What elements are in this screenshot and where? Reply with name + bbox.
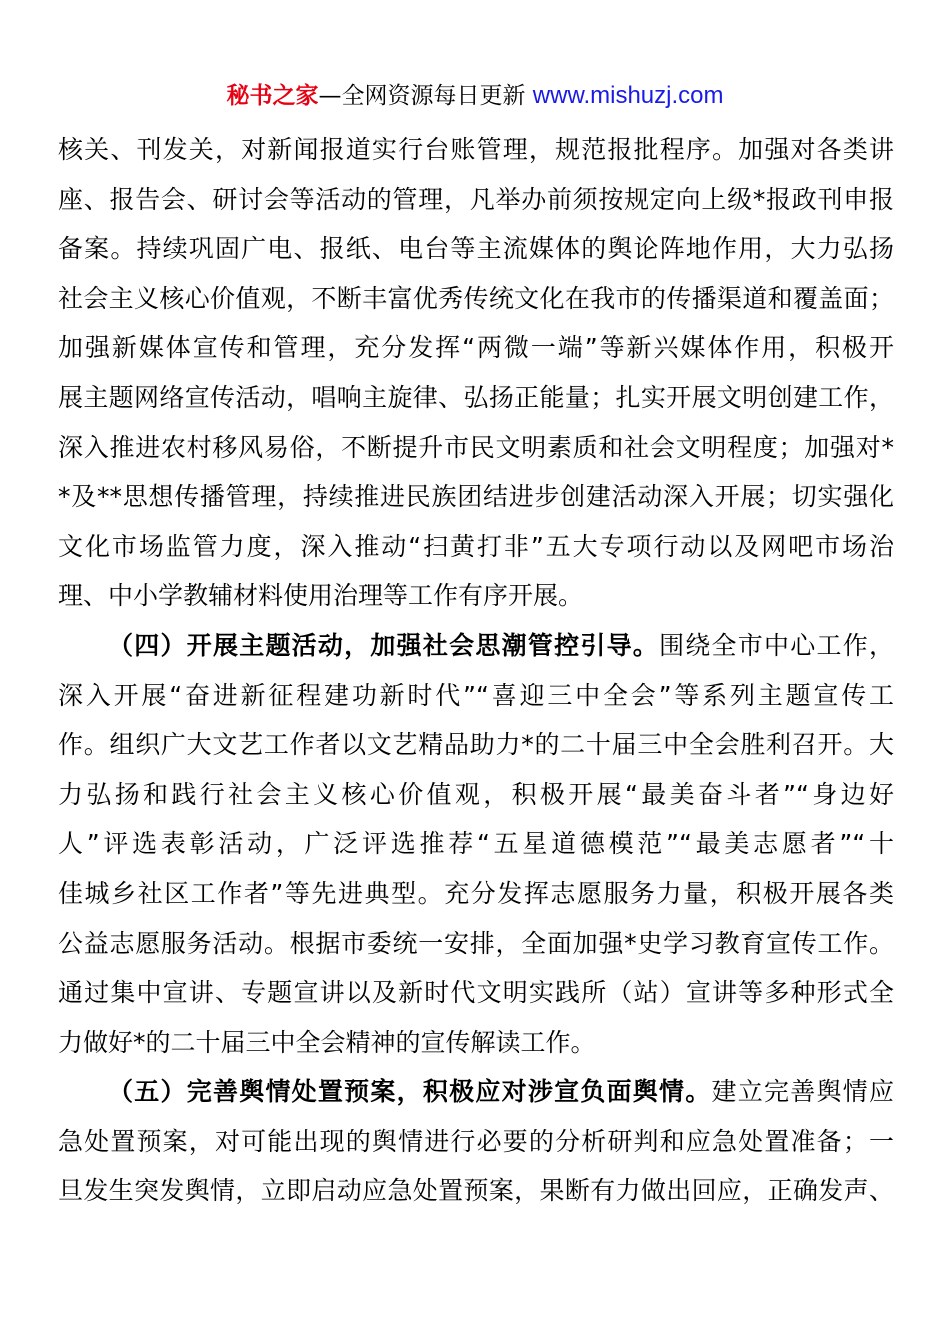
text-line: 核关、刊发关，对新闻报道实行台账管理，规范报批程序。加强对各类讲 xyxy=(58,135,894,164)
document-body xyxy=(58,125,894,1216)
section-5-heading: （五）完善舆情处置预案，积极应对涉宣负面舆情。 xyxy=(108,1077,712,1107)
text-line: 备案。持续巩固广电、报纸、电台等主流媒体的舆论阵地作用，大力弘扬 xyxy=(58,234,894,264)
text-line: 理、中小学教辅材料使用治理等工作有序开展。 xyxy=(58,581,584,611)
text-line: 加强新媒体宣传和管理，充分发挥“两微一端”等新兴媒体作用，积极开 xyxy=(58,333,894,363)
section-4-heading: （四）开展主题活动，加强社会思潮管控引导。 xyxy=(108,630,660,660)
section-5-first-line xyxy=(58,1067,894,1117)
brand-name: 秘书之家 xyxy=(226,83,319,109)
text-line: 人”评选表彰活动，广泛评选推荐“五星道德模范”“最美志愿者”“十 xyxy=(58,829,894,859)
text-line: 旦发生突发舆情，立即启动应急处置预案，果断有力做出回应，正确发声、 xyxy=(58,1176,894,1206)
site-url-link[interactable]: www.mishuzj.com xyxy=(532,82,724,109)
header-tagline: —全网资源每日更新 xyxy=(318,83,526,109)
text-line: 力弘扬和践行社会主义核心价值观，积极开展“最美奋斗者”“身边好 xyxy=(58,779,894,809)
section-5-first-line-rest: 建立完善舆情应 xyxy=(711,1077,894,1107)
text-line: 深入推进农村移风易俗，不断提升市民文明素质和社会文明程度；加强对* xyxy=(58,432,894,462)
section-4-first-line xyxy=(58,621,894,671)
text-line: 展主题网络宣传活动，唱响主旋律、弘扬正能量；扎实开展文明创建工作， xyxy=(58,382,894,412)
text-line: 力做好*的二十届三中全会精神的宣传解读工作。 xyxy=(58,1027,596,1057)
text-line: 文化市场监管力度，深入推动“扫黄打非”五大专项行动以及网吧市场治 xyxy=(58,531,894,561)
text-line: 深入开展“奋进新征程建功新时代”“喜迎三中全会”等系列主题宣传工 xyxy=(58,680,894,710)
text-line: 社会主义核心价值观，不断丰富优秀传统文化在我市的传播渠道和覆盖面； xyxy=(58,283,894,313)
text-line: *及**思想传播管理，持续推进民族团结进步创建活动深入开展；切实强化 xyxy=(58,482,894,512)
text-line: 作。组织广大文艺工作者以文艺精品助力*的二十届三中全会胜利召开。大 xyxy=(58,730,894,760)
section-4-first-line-rest: 围绕全市中心工作， xyxy=(659,630,894,660)
site-header xyxy=(0,78,950,114)
text-line: 急处置预案，对可能出现的舆情进行必要的分析研判和应急处置准备；一 xyxy=(58,1126,894,1156)
text-line: 通过集中宣讲、专题宣讲以及新时代文明实践所（站）宣讲等多种形式全 xyxy=(58,978,894,1008)
text-line: 公益志愿服务活动。根据市委统一安排，全面加强*史学习教育宣传工作。 xyxy=(58,928,894,958)
text-line: 佳城乡社区工作者”等先进典型。充分发挥志愿服务力量，积极开展各类 xyxy=(58,878,894,908)
text-line: 座、报告会、研讨会等活动的管理，凡举办前须按规定向上级*报政刊申报 xyxy=(58,184,894,214)
